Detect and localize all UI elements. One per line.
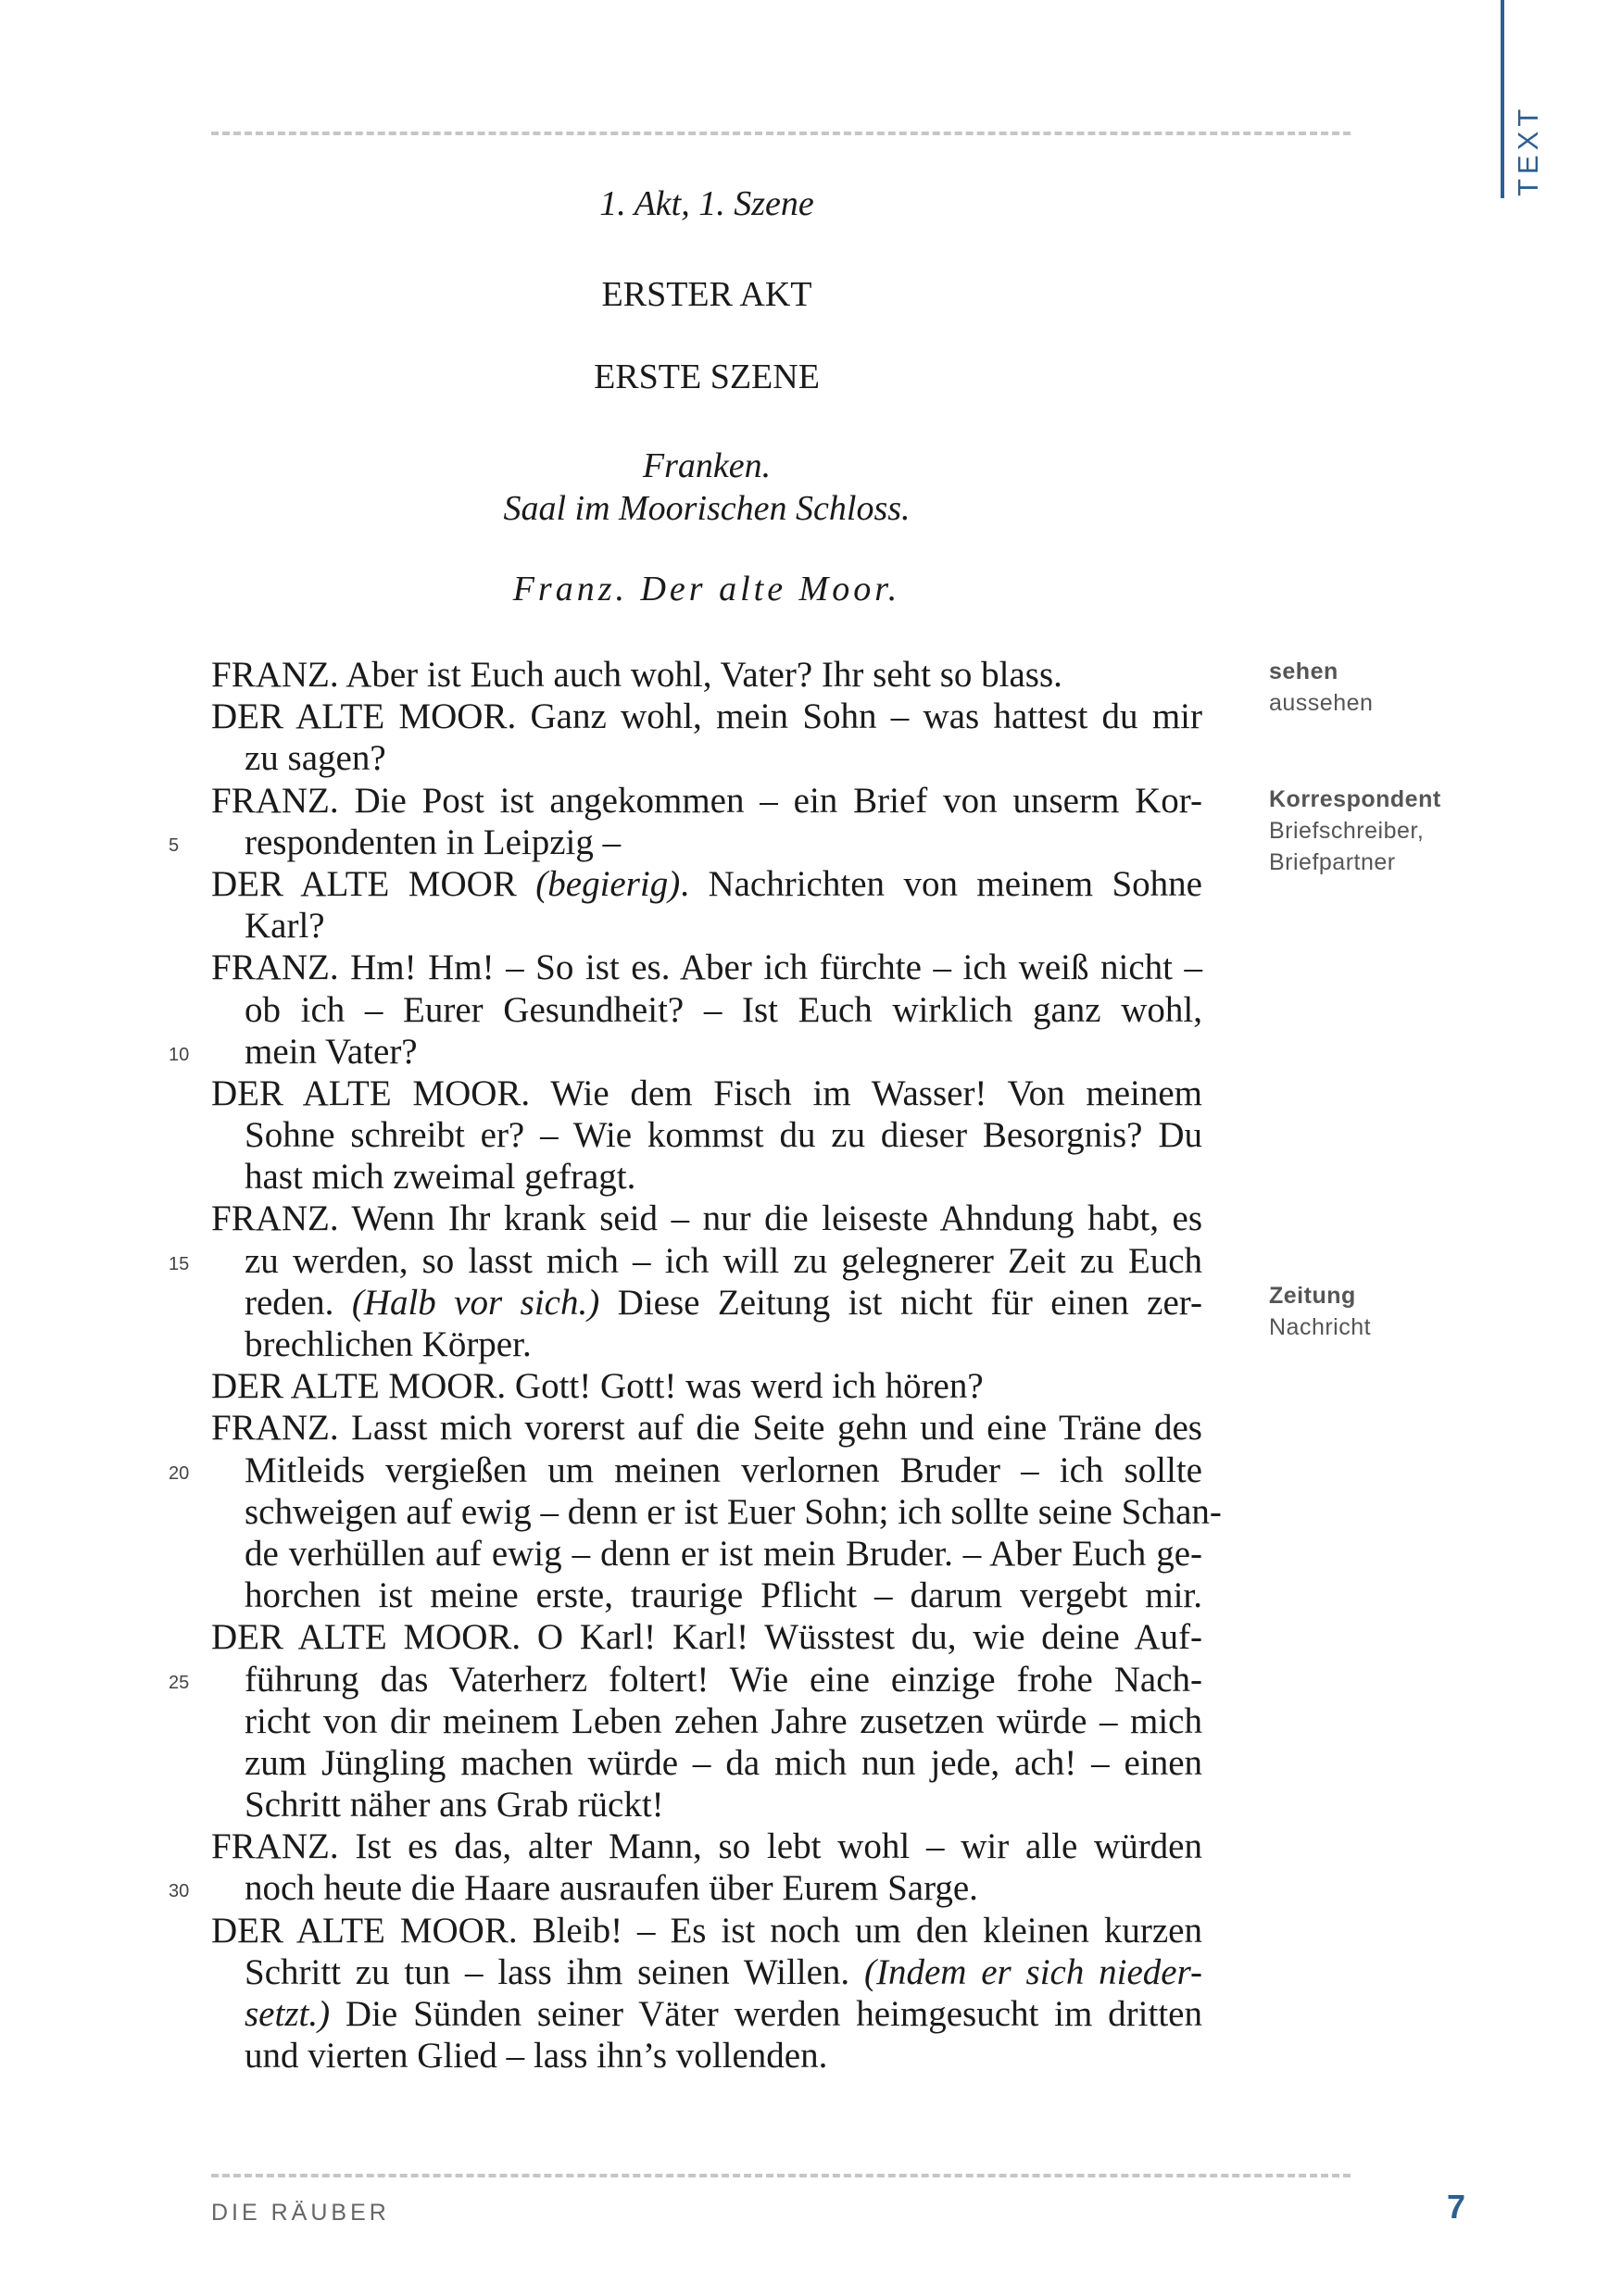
gloss-term: sehen: [1269, 659, 1338, 684]
text-line: [211, 863, 1202, 905]
text-line: [211, 1491, 1222, 1533]
text-line: [211, 1533, 1202, 1575]
text-segment: zum Jüngling machen würde – da mich nun jede, ach! – einen: [245, 1742, 1202, 1783]
text-segment: Diese Zeitung ist nicht für einen zer-: [599, 1282, 1202, 1323]
gloss-term: Zeitung: [1269, 1283, 1356, 1309]
text-line: [211, 1700, 1202, 1742]
text-line: [211, 1742, 1202, 1784]
text-segment: Die Sünden seiner Väter werden heimgesucht im dritten: [330, 1994, 1202, 2034]
gloss-definition: Briefschreiber,: [1269, 818, 1425, 844]
text-segment: FRANZ. Wenn Ihr krank seid – nur die leiseste Ahndung habt, es: [211, 1198, 1202, 1239]
text-segment: . Nachrichten von meinem Sohne: [680, 863, 1202, 904]
line-number: 30: [169, 1881, 190, 1902]
text-line: [169, 1449, 1202, 1491]
text-segment: mein Vater?: [245, 1031, 418, 1072]
text-line: [211, 1073, 1202, 1114]
text-segment: Mitleids vergießen um meinen verlornen Bruder – ich sollte: [245, 1449, 1202, 1490]
page-number: 7: [1446, 2188, 1465, 2226]
line-number: 10: [169, 1044, 190, 1065]
line-number: 5: [169, 834, 180, 856]
text-line: [211, 1993, 1202, 2035]
text-segment: DER ALTE MOOR. O Karl! Karl! Wüsstest du, wie deine Auf-: [211, 1617, 1202, 1658]
text-segment: FRANZ. Aber ist Euch auch wohl, Vater? Ihr seht so blass.: [211, 655, 1062, 695]
line-number: 15: [169, 1253, 190, 1274]
text-line: [211, 2035, 1202, 2076]
text-segment: und vierten Glied – lass ihn’s vollenden.: [245, 2036, 828, 2076]
gloss-korrespondent: [1269, 784, 1441, 878]
text-segment: Karl?: [245, 906, 325, 947]
text-line: [211, 1407, 1202, 1449]
gloss-term: Korrespondent: [1269, 786, 1441, 812]
top-divider: [211, 132, 1351, 135]
text-line: [211, 1198, 1202, 1239]
book-title: DIE RÄUBER: [211, 2200, 390, 2226]
text-line: [169, 1031, 1202, 1073]
text-line: [169, 1659, 1202, 1700]
gloss-definition: aussehen: [1269, 690, 1374, 716]
place-line-2: Saal im Moorischen Schloss.: [503, 489, 911, 528]
gloss-definition-cont: Briefpartner: [1269, 849, 1396, 875]
text-segment: respondenten in Leipzig –: [245, 822, 622, 862]
text-segment: richt von dir meinem Leben zehen Jahre zusetzen würde – mich: [245, 1700, 1202, 1741]
side-tab-rule: [1501, 0, 1504, 198]
text-line: [211, 780, 1202, 822]
scene-title: 1. Akt, 1. Szene: [599, 184, 814, 223]
text-line: [211, 1784, 1202, 1826]
text-segment: ob ich – Eurer Gesundheit? – Ist Euch wirklich ganz wohl,: [245, 989, 1202, 1030]
text-segment: horchen ist meine erste, traurige Pflicht – darum vergebt mir.: [245, 1575, 1202, 1616]
text-line: [211, 696, 1202, 737]
text-line: [211, 1114, 1202, 1156]
text-segment: reden.: [245, 1282, 352, 1323]
play-text: [169, 654, 1222, 2076]
scene-heading: ERSTE SZENE: [594, 358, 820, 396]
text-segment: Schritt zu tun – lass ihm seinen Willen.: [245, 1951, 864, 1992]
text-line: [211, 989, 1202, 1031]
text-line: [211, 1365, 1202, 1407]
text-segment: DER ALTE MOOR. Gott! Gott! was werd ich hören?: [211, 1366, 984, 1407]
text-line: [211, 1951, 1202, 1993]
stage-direction: (Indem er sich nieder-: [863, 1951, 1202, 1992]
text-line: [211, 654, 1202, 696]
bottom-divider: [211, 2174, 1351, 2177]
text-segment: Schritt näher ans Grab rückt!: [245, 1785, 664, 1826]
text-segment: brechlichen Körper.: [245, 1324, 532, 1364]
text-segment: DER ALTE MOOR: [211, 863, 536, 904]
text-line: [211, 947, 1202, 988]
place-line-1: Franken.: [642, 446, 772, 485]
text-segment: FRANZ. Hm! Hm! – So ist es. Aber ich fürchte – ich weiß nicht –: [211, 947, 1202, 988]
text-segment: noch heute die Haare ausraufen über Eurem Sarge.: [245, 1868, 978, 1909]
text-segment: FRANZ. Die Post ist angekommen – ein Brief von unserm Kor-: [211, 780, 1202, 821]
gloss-sehen: [1269, 656, 1373, 719]
side-tab-label: TEXT: [1512, 104, 1544, 196]
act-heading: ERSTER AKT: [601, 275, 812, 314]
text-line: [169, 822, 1202, 863]
text-line: [169, 1867, 1202, 1909]
text-segment: hast mich zweimal gefragt.: [245, 1157, 636, 1198]
text-line: [169, 1240, 1202, 1282]
stage-direction: setzt.): [245, 1994, 331, 2034]
text-segment: zu werden, so lasst mich – ich will zu gelegnerer Zeit zu Euch: [245, 1240, 1202, 1281]
stage-direction: (Halb vor sich.): [351, 1282, 600, 1323]
text-segment: Sohne schreibt er? – Wie kommst du zu dieser Besorgnis? Du: [245, 1115, 1202, 1156]
text-line: [211, 1826, 1202, 1867]
text-segment: DER ALTE MOOR. Wie dem Fisch im Wasser! Von meinem: [211, 1073, 1202, 1113]
text-segment: zu sagen?: [245, 738, 386, 779]
text-segment: führung das Vaterherz foltert! Wie eine einzige frohe Nach-: [245, 1659, 1202, 1700]
text-segment: schweigen auf ewig – denn er ist Euer Sohn; ich sollte seine Schan-: [245, 1491, 1222, 1532]
line-number: 20: [169, 1462, 190, 1484]
text-line: [211, 1910, 1202, 1951]
text-line: [211, 905, 1202, 947]
text-line: [211, 1616, 1202, 1658]
line-number: 25: [169, 1672, 190, 1693]
stage-direction: (begierig): [535, 863, 681, 904]
gloss-definition: Nachricht: [1269, 1314, 1372, 1340]
place-description: [211, 445, 1202, 530]
gloss-zeitung: [1269, 1280, 1371, 1343]
text-line: [211, 1156, 1202, 1198]
text-line: [211, 1575, 1202, 1616]
text-segment: de verhüllen auf ewig – denn er ist mein Bruder. – Aber Euch ge-: [245, 1533, 1202, 1574]
text-segment: FRANZ. Ist es das, alter Mann, so lebt wohl – wir alle würden: [211, 1826, 1202, 1867]
text-segment: DER ALTE MOOR. Bleib! – Es ist noch um den kleinen kurzen: [211, 1910, 1202, 1951]
text-line: [211, 1324, 1202, 1365]
text-line: [211, 737, 1202, 779]
text-segment: DER ALTE MOOR. Ganz wohl, mein Sohn – was hattest du mir: [211, 696, 1202, 737]
text-line: [211, 1282, 1202, 1324]
cast-list: Franz. Der alte Moor.: [512, 570, 901, 609]
text-segment: FRANZ. Lasst mich vorerst auf die Seite gehn und eine Träne des: [211, 1408, 1202, 1449]
